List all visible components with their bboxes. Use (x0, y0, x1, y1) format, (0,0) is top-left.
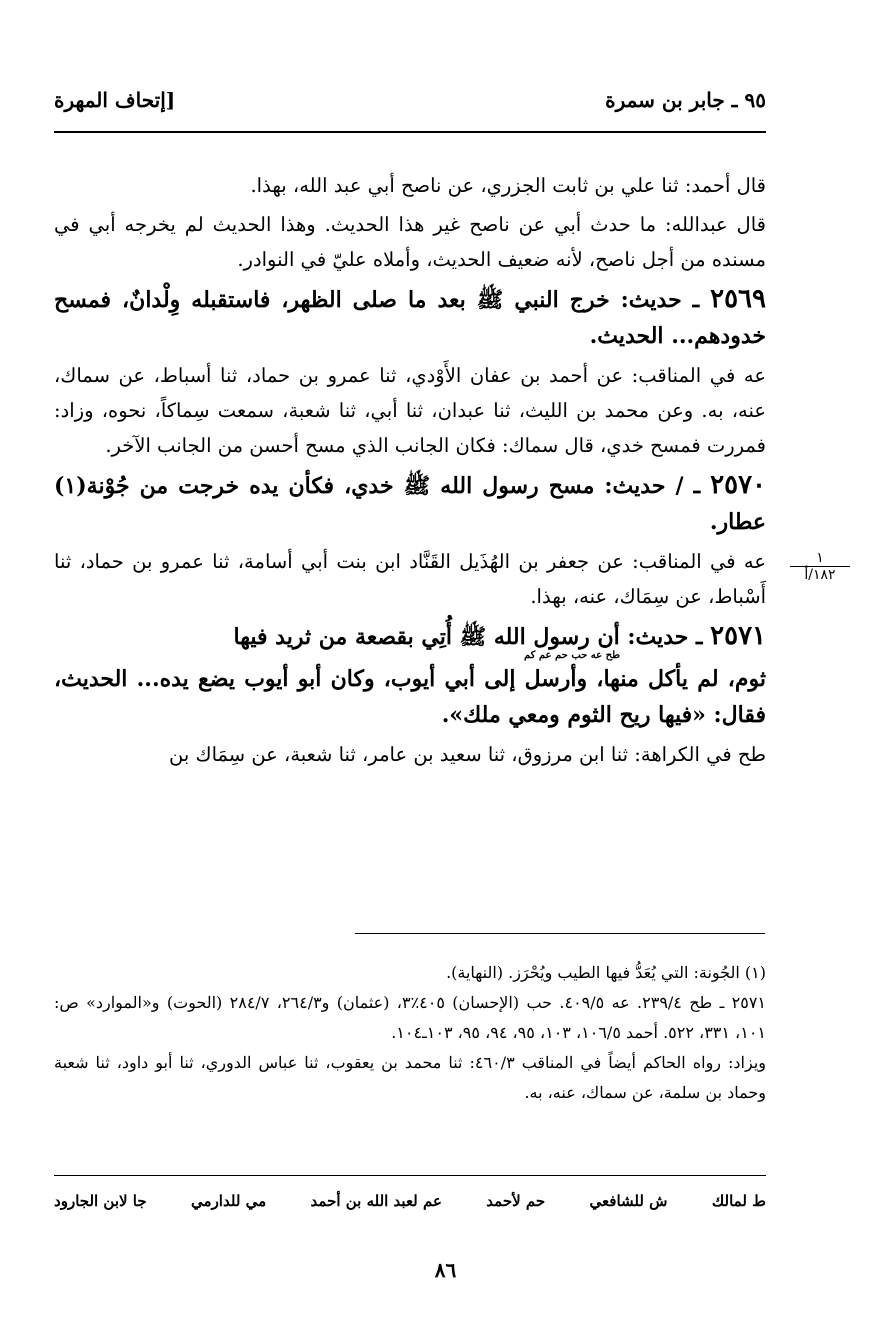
chapter-title: ٩٥ ـ جابر بن سمرة (605, 88, 766, 112)
margin-ref-top: ١ (816, 550, 824, 566)
hadith-2570 (54, 467, 766, 540)
main-text (54, 168, 766, 776)
paragraph-manaqib-2: عه في المناقب: عن جعفر بن الهُذَيل القَنَّاد ابن بنت أبي أسامة، ثنا عمرو بن حماد، ثنا أَسْباط، عن سِمَاك، عنه، بهذا. (54, 550, 766, 608)
hadith-text-continued: ثوم، لم يأكل منها، وأرسل إلى أبي أيوب، وكان أبو أيوب يضع يده... الحديث، فقال: «فيها ريح الثوم ومعي ملك». (54, 666, 766, 728)
hadith-number: ٢٥٧١ (710, 621, 766, 651)
abbreviation-key (54, 1192, 766, 1210)
hadith-number: ٢٥٦٩ (710, 284, 766, 314)
abbr-item: حم لأحمد (486, 1192, 546, 1210)
footnote-rule (355, 933, 765, 934)
footnote-sources: ٢٥٧١ ـ طح ٢٣٩/٤. عه ٤٠٩/٥. حب (الإحسان) ٤٠٥٪٣، (عثمان) و٢٦٤/٣، ٢٨٤/٧ (الحوت) و«الموارد» ص: ١٠١، ٣٣١، ٥٢٢. أحمد ١٠٦/٥، ١٠٣، ٩٥، ٩٤، ٩٥، ١٠٣ـ١٠٤. (54, 993, 767, 1042)
hadith-text: ـ / حديث: مسح رسول الله ﷺ خدي، فكأن يده خرجت من جُوْنة(١) عطار. (54, 473, 766, 535)
hadith-text: ـ حديث: خرج النبي ﷺ بعد ما صلى الظهر، فاستقبله وِلْدانٌ، فمسح خدودهم... الحديث. (54, 287, 766, 349)
hadith-text: ـ حديث: أن رسول الله ﷺ أُتِي بقصعة من ثريد فيها (233, 624, 703, 650)
hadith-2571 (54, 618, 766, 733)
header-rule (54, 131, 766, 133)
paragraph-qala-abdullah: قال عبدالله: ما حدث أبي عن ناصح غير هذا الحديث. وهذا الحديث لم يخرجه أبي في مسنده من أجل ناصح، لأنه ضعيف الحديث، وأملاه عليّ في النوادر. (54, 213, 766, 271)
running-header (54, 88, 766, 116)
book-title: [إتحاف المهرة (54, 88, 176, 112)
abbr-item: جا لابن الجارود (54, 1192, 147, 1210)
hadith-2569 (54, 281, 766, 354)
abbr-item: ط لمالك (711, 1192, 766, 1210)
footnote-additions: ويزاد: رواه الحاكم أيضاً في المناقب ٤٦٠/٣: ثنا محمد بن يعقوب، ثنا عباس الدوري، ثنا أبو داود، ثنا شعبة وحماد بن سلمة، عن سماك، عنه، به. (54, 1053, 767, 1102)
hadith-number: ٢٥٧٠ (710, 470, 766, 500)
margin-ref-bottom: ١٨٢/أ (790, 566, 850, 583)
page-number: ٨٦ (434, 1258, 457, 1282)
abbr-item: ش للشافعي (589, 1192, 668, 1210)
footnote-1: (١) الجُونة: التي يُعَدُّ فيها الطيب ويُحْرَز. (النهاية). (446, 963, 766, 982)
footnotes (54, 958, 766, 1108)
bottom-rule (54, 1175, 766, 1176)
abbr-item: مي للدارمي (191, 1192, 267, 1210)
paragraph-manaqib-1: عه في المناقب: عن أحمد بن عفان الأَوْدي، ثنا عمرو بن حماد، ثنا أسباط، عن سماك، عنه، به. وعن محمد بن الليث، ثنا عبدان، ثنا أبي، ثنا شعبة، سمعت سِماكاً، نحوه، وزاد: فمررت فمسح خدي، قال سماك: فكان الجانب الذي مسح أحسن من الجانب الآخر. (54, 364, 766, 457)
paragraph-karaha: طح في الكراهة: ثنا ابن مرزوق، ثنا سعيد بن عامر، ثنا شعبة، عن سِمَاك بن (169, 743, 766, 766)
abbr-item: عم لعبد الله بن أحمد (310, 1192, 442, 1210)
paragraph-qala-ahmad: قال أحمد: ثنا علي بن ثابت الجزري، عن ناصح أبي عبد الله، بهذا. (250, 174, 766, 197)
margin-manuscript-ref (790, 550, 850, 583)
source-marks: طح عه حب حم عم كم (524, 650, 621, 661)
